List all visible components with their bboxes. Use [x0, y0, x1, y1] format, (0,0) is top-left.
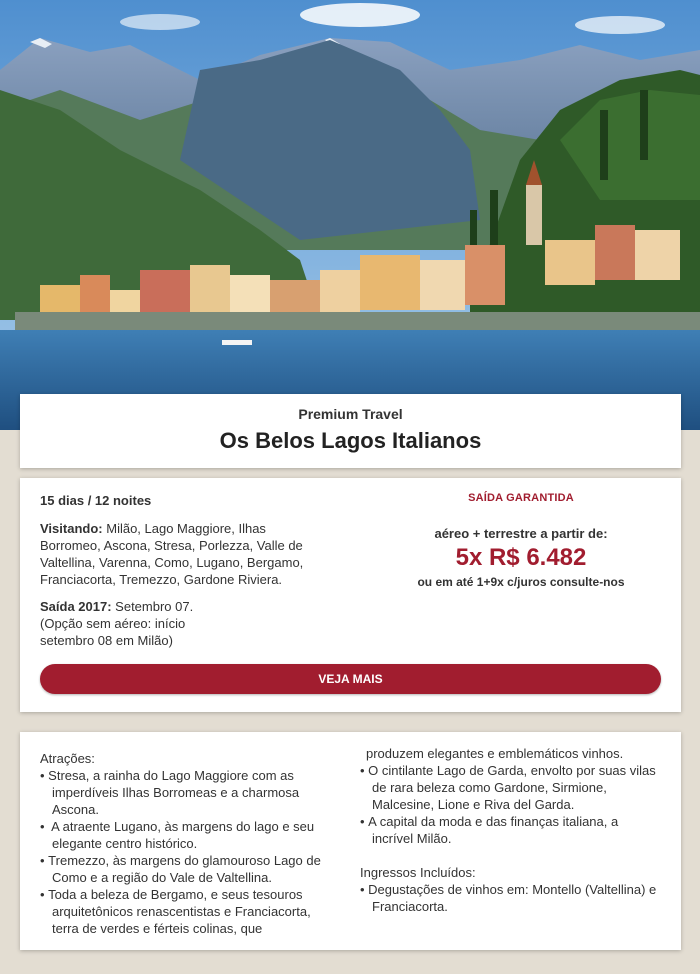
price-value: 5x R$ 6.482 — [455, 544, 587, 571]
guaranteed-departure-badge: SAÍDA GARANTIDA — [468, 492, 574, 504]
attractions-column-left — [40, 750, 340, 937]
lake-landscape-illustration — [0, 0, 700, 430]
itinerary-label: Visitando: — [40, 521, 103, 536]
departure-label: Saída 2017: — [40, 599, 112, 614]
list-item: • Tremezzo, às margens do glamouroso Lago de Como e a região do Vale de Valtellina. — [40, 852, 340, 886]
list-item: • A capital da moda e das finanças italiana, a incrível Milão. — [360, 813, 660, 847]
installments-note: ou em até 1+9x c/juros consulte-nos — [417, 575, 625, 589]
brand-name: Premium Travel — [298, 406, 403, 422]
trip-departure — [40, 598, 330, 615]
list-item: • Toda a beleza de Bergamo, e seus tesouros arquitetônicos renascentistas e Franciacorta, terra de verdes e férteis colinas, que — [40, 886, 340, 937]
page-title: Os Belos Lagos Italianos — [219, 428, 482, 453]
details-card — [20, 732, 681, 950]
see-more-button[interactable]: VEJA MAIS — [40, 664, 661, 694]
list-item: • A atraente Lugano, às margens do lago e seu elegante centro histórico. — [40, 818, 340, 852]
list-item-continued: produzem elegantes e emblemáticos vinhos. — [366, 746, 624, 761]
departure-date: Setembro 07. — [115, 599, 194, 614]
attractions-heading: Atrações: — [40, 751, 95, 766]
trip-info — [40, 492, 330, 649]
trip-duration: 15 dias / 12 noites — [40, 493, 152, 508]
departure-note: (Opção sem aéreo: início setembro 08 em Milão) — [40, 616, 186, 648]
price-block — [400, 492, 642, 589]
list-item: • Stresa, a rainha do Lago Maggiore com as imperdíveis Ilhas Borromeas e a charmosa Ascona. — [40, 767, 340, 818]
price-label: aéreo + terrestre a partir de: — [434, 526, 608, 541]
list-item: • Degustações de vinhos em: Montello (Valtellina) e Franciacorta. — [360, 881, 660, 915]
trip-itinerary — [40, 520, 330, 588]
offer-card — [20, 478, 681, 712]
title-card — [20, 394, 681, 468]
itinerary-text: Milão, Lago Maggiore, Ilhas Borromeo, Ascona, Stresa, Porlezza, Valle de Valtellina, Varenna, Como, Lugano, Bergamo, Franciacorta, Tremezzo, Gardone Riviera. — [40, 521, 304, 587]
spacer — [360, 847, 660, 864]
list-item: • O cintilante Lago de Garda, envolto por suas vilas de rara beleza como Gardone, Sirmione, Malcesine, Lione e Riva del Garda. — [360, 762, 660, 813]
hero-image — [0, 0, 700, 430]
tickets-heading: Ingressos Incluídos: — [360, 865, 476, 880]
attractions-column-right — [360, 745, 660, 915]
